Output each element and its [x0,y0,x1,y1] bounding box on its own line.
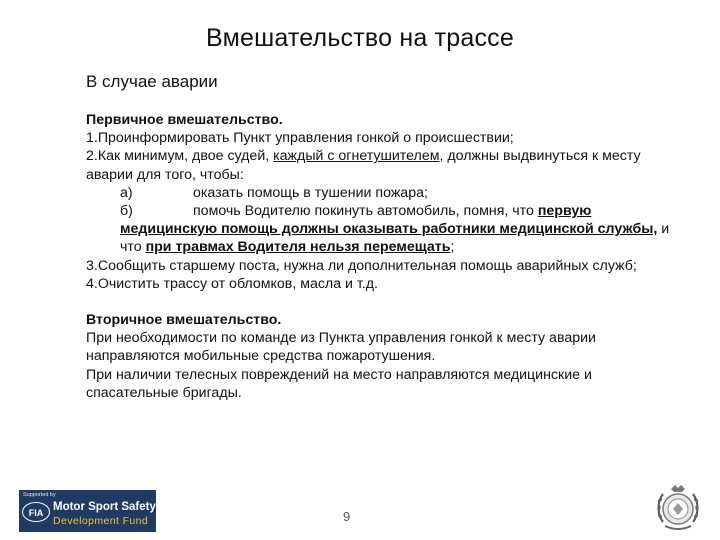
subitem-b-bold-underlined: первую медицинскую помощь должны оказывать работники медицинской службы, [120,203,658,238]
logo-line-1: Motor Sport Safety [53,501,156,513]
laurel-emblem-graphic [651,482,705,534]
subitem-b-end: ; [450,239,455,256]
secondary-paragraph-1: При необходимости по команде из Пункта управления гонкой к месту аварии направляются мобильные средства пожаротушения. [86,330,596,365]
fia-icon: FIA [22,502,50,522]
primary-item-4: 4.Очистить трассу от обломков, масла и т.д. [86,275,378,292]
primary-heading: Первичное вмешательство. [86,112,283,128]
primary-item-2-underlined: каждый с огнетушителем [273,148,440,165]
logo-line-2: Development Fund [53,515,149,527]
primary-subitem-b [86,202,686,257]
subitem-b-marker: б) [120,203,133,220]
primary-item-2 [86,147,686,183]
subitem-a-marker: а) [120,184,133,201]
slide-title: Вмешательство на трассе [206,24,514,52]
secondary-paragraph-2: При наличии телесных повреждений на место направляются медицинские и спасательные бригады. [86,366,592,401]
page-number: 9 [343,509,351,524]
primary-item-2-start: 2.Как минимум, двое судей, [86,148,274,165]
fia-safety-fund-logo [19,490,156,532]
slide-body [86,111,686,402]
section-gap [86,293,686,311]
subitem-b-middle: и что [120,221,670,256]
secondary-heading: Вторичное вмешательство. [86,312,282,329]
logo-supported-by: Supported by [23,492,56,498]
laurel-emblem-icon [651,482,705,534]
primary-item-3: 3.Сообщить старшему поста, нужна ли дополнительная помощь аварийных служб; [86,257,637,274]
subitem-b-text: помочь Водителю покинуть автомобиль, помня, что [193,203,538,220]
primary-subitem-a [86,184,686,202]
slide-subtitle: В случае аварии [86,72,218,91]
subitem-a-text: оказать помощь в тушении пожара; [193,184,428,201]
subitem-b-bold-underlined-2: при травмах Водителя нельзя перемещать [145,239,451,256]
primary-item-2-end: , должны выдвинуться к месту аварии для того, чтобы: [86,148,641,183]
primary-item-1: 1.Проинформировать Пункт управления гонкой о происшествии; [86,130,514,147]
